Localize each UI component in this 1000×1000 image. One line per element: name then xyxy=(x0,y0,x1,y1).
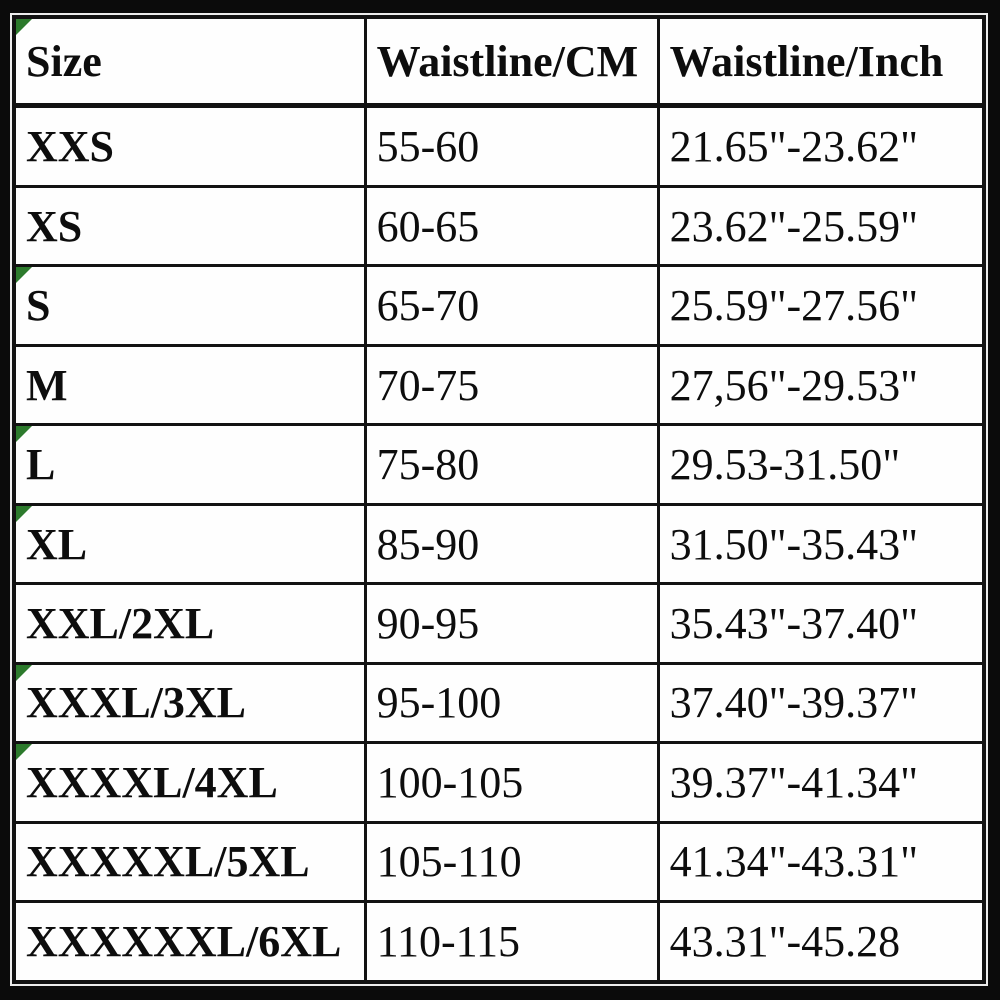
inch-value: 37.40"-39.37" xyxy=(658,663,984,742)
cm-value: 55-60 xyxy=(365,106,658,187)
size-cell xyxy=(14,743,365,822)
cm-value: 110-115 xyxy=(365,902,658,982)
cm-value: 90-95 xyxy=(365,584,658,663)
cm-value: 100-105 xyxy=(365,743,658,822)
inch-value: 39.37"-41.34" xyxy=(658,743,984,822)
table-row xyxy=(14,266,984,345)
table-row xyxy=(14,106,984,187)
size-label: XXXXL/4XL xyxy=(26,757,278,807)
cm-value: 70-75 xyxy=(365,345,658,424)
size-label: XXL/2XL xyxy=(26,599,215,649)
size-cell xyxy=(14,584,365,663)
size-cell xyxy=(14,186,365,265)
size-chart-table xyxy=(12,15,986,984)
inch-value: 41.34"-43.31" xyxy=(658,822,984,901)
size-chart-frame xyxy=(10,13,988,986)
inch-value: 21.65"-23.62" xyxy=(658,106,984,187)
header-waistline-inch: Waistline/Inch xyxy=(658,17,984,106)
size-label: XXXXXL/5XL xyxy=(26,837,310,887)
size-label: XXXXXXL/6XL xyxy=(26,917,342,967)
inch-value: 43.31"-45.28 xyxy=(658,902,984,982)
size-cell xyxy=(14,663,365,742)
size-cell xyxy=(14,106,365,187)
cm-value: 105-110 xyxy=(365,822,658,901)
size-label: L xyxy=(26,440,56,490)
table-row xyxy=(14,425,984,504)
inch-value: 31.50"-35.43" xyxy=(658,504,984,583)
cm-value: 85-90 xyxy=(365,504,658,583)
green-triangle-icon xyxy=(16,267,32,283)
header-waistline-cm: Waistline/CM xyxy=(365,17,658,106)
cm-value: 95-100 xyxy=(365,663,658,742)
table-row xyxy=(14,584,984,663)
inch-value: 25.59"-27.56" xyxy=(658,266,984,345)
table-row xyxy=(14,186,984,265)
cm-value: 75-80 xyxy=(365,425,658,504)
size-cell xyxy=(14,504,365,583)
inch-value: 27,56"-29.53" xyxy=(658,345,984,424)
cm-value: 65-70 xyxy=(365,266,658,345)
table-row xyxy=(14,743,984,822)
header-size xyxy=(14,17,365,106)
size-label: M xyxy=(26,360,68,410)
green-triangle-icon xyxy=(16,665,32,681)
header-row xyxy=(14,17,984,106)
cm-value: 60-65 xyxy=(365,186,658,265)
size-cell xyxy=(14,266,365,345)
table-row xyxy=(14,504,984,583)
size-label: S xyxy=(26,281,51,331)
green-triangle-icon xyxy=(16,506,32,522)
size-label: XS xyxy=(26,201,83,251)
inch-value: 29.53-31.50" xyxy=(658,425,984,504)
header-size-label: Size xyxy=(26,36,102,86)
size-cell xyxy=(14,822,365,901)
green-triangle-icon xyxy=(16,426,32,442)
size-cell xyxy=(14,902,365,982)
table-row xyxy=(14,345,984,424)
inch-value: 35.43"-37.40" xyxy=(658,584,984,663)
table-row xyxy=(14,663,984,742)
table-row xyxy=(14,902,984,982)
size-label: XXS xyxy=(26,121,115,171)
size-label: XL xyxy=(26,519,88,569)
size-label: XXXL/3XL xyxy=(26,678,247,728)
green-triangle-icon xyxy=(16,744,32,760)
table-row xyxy=(14,822,984,901)
inch-value: 23.62"-25.59" xyxy=(658,186,984,265)
green-triangle-icon xyxy=(16,19,32,35)
size-cell xyxy=(14,425,365,504)
size-cell xyxy=(14,345,365,424)
